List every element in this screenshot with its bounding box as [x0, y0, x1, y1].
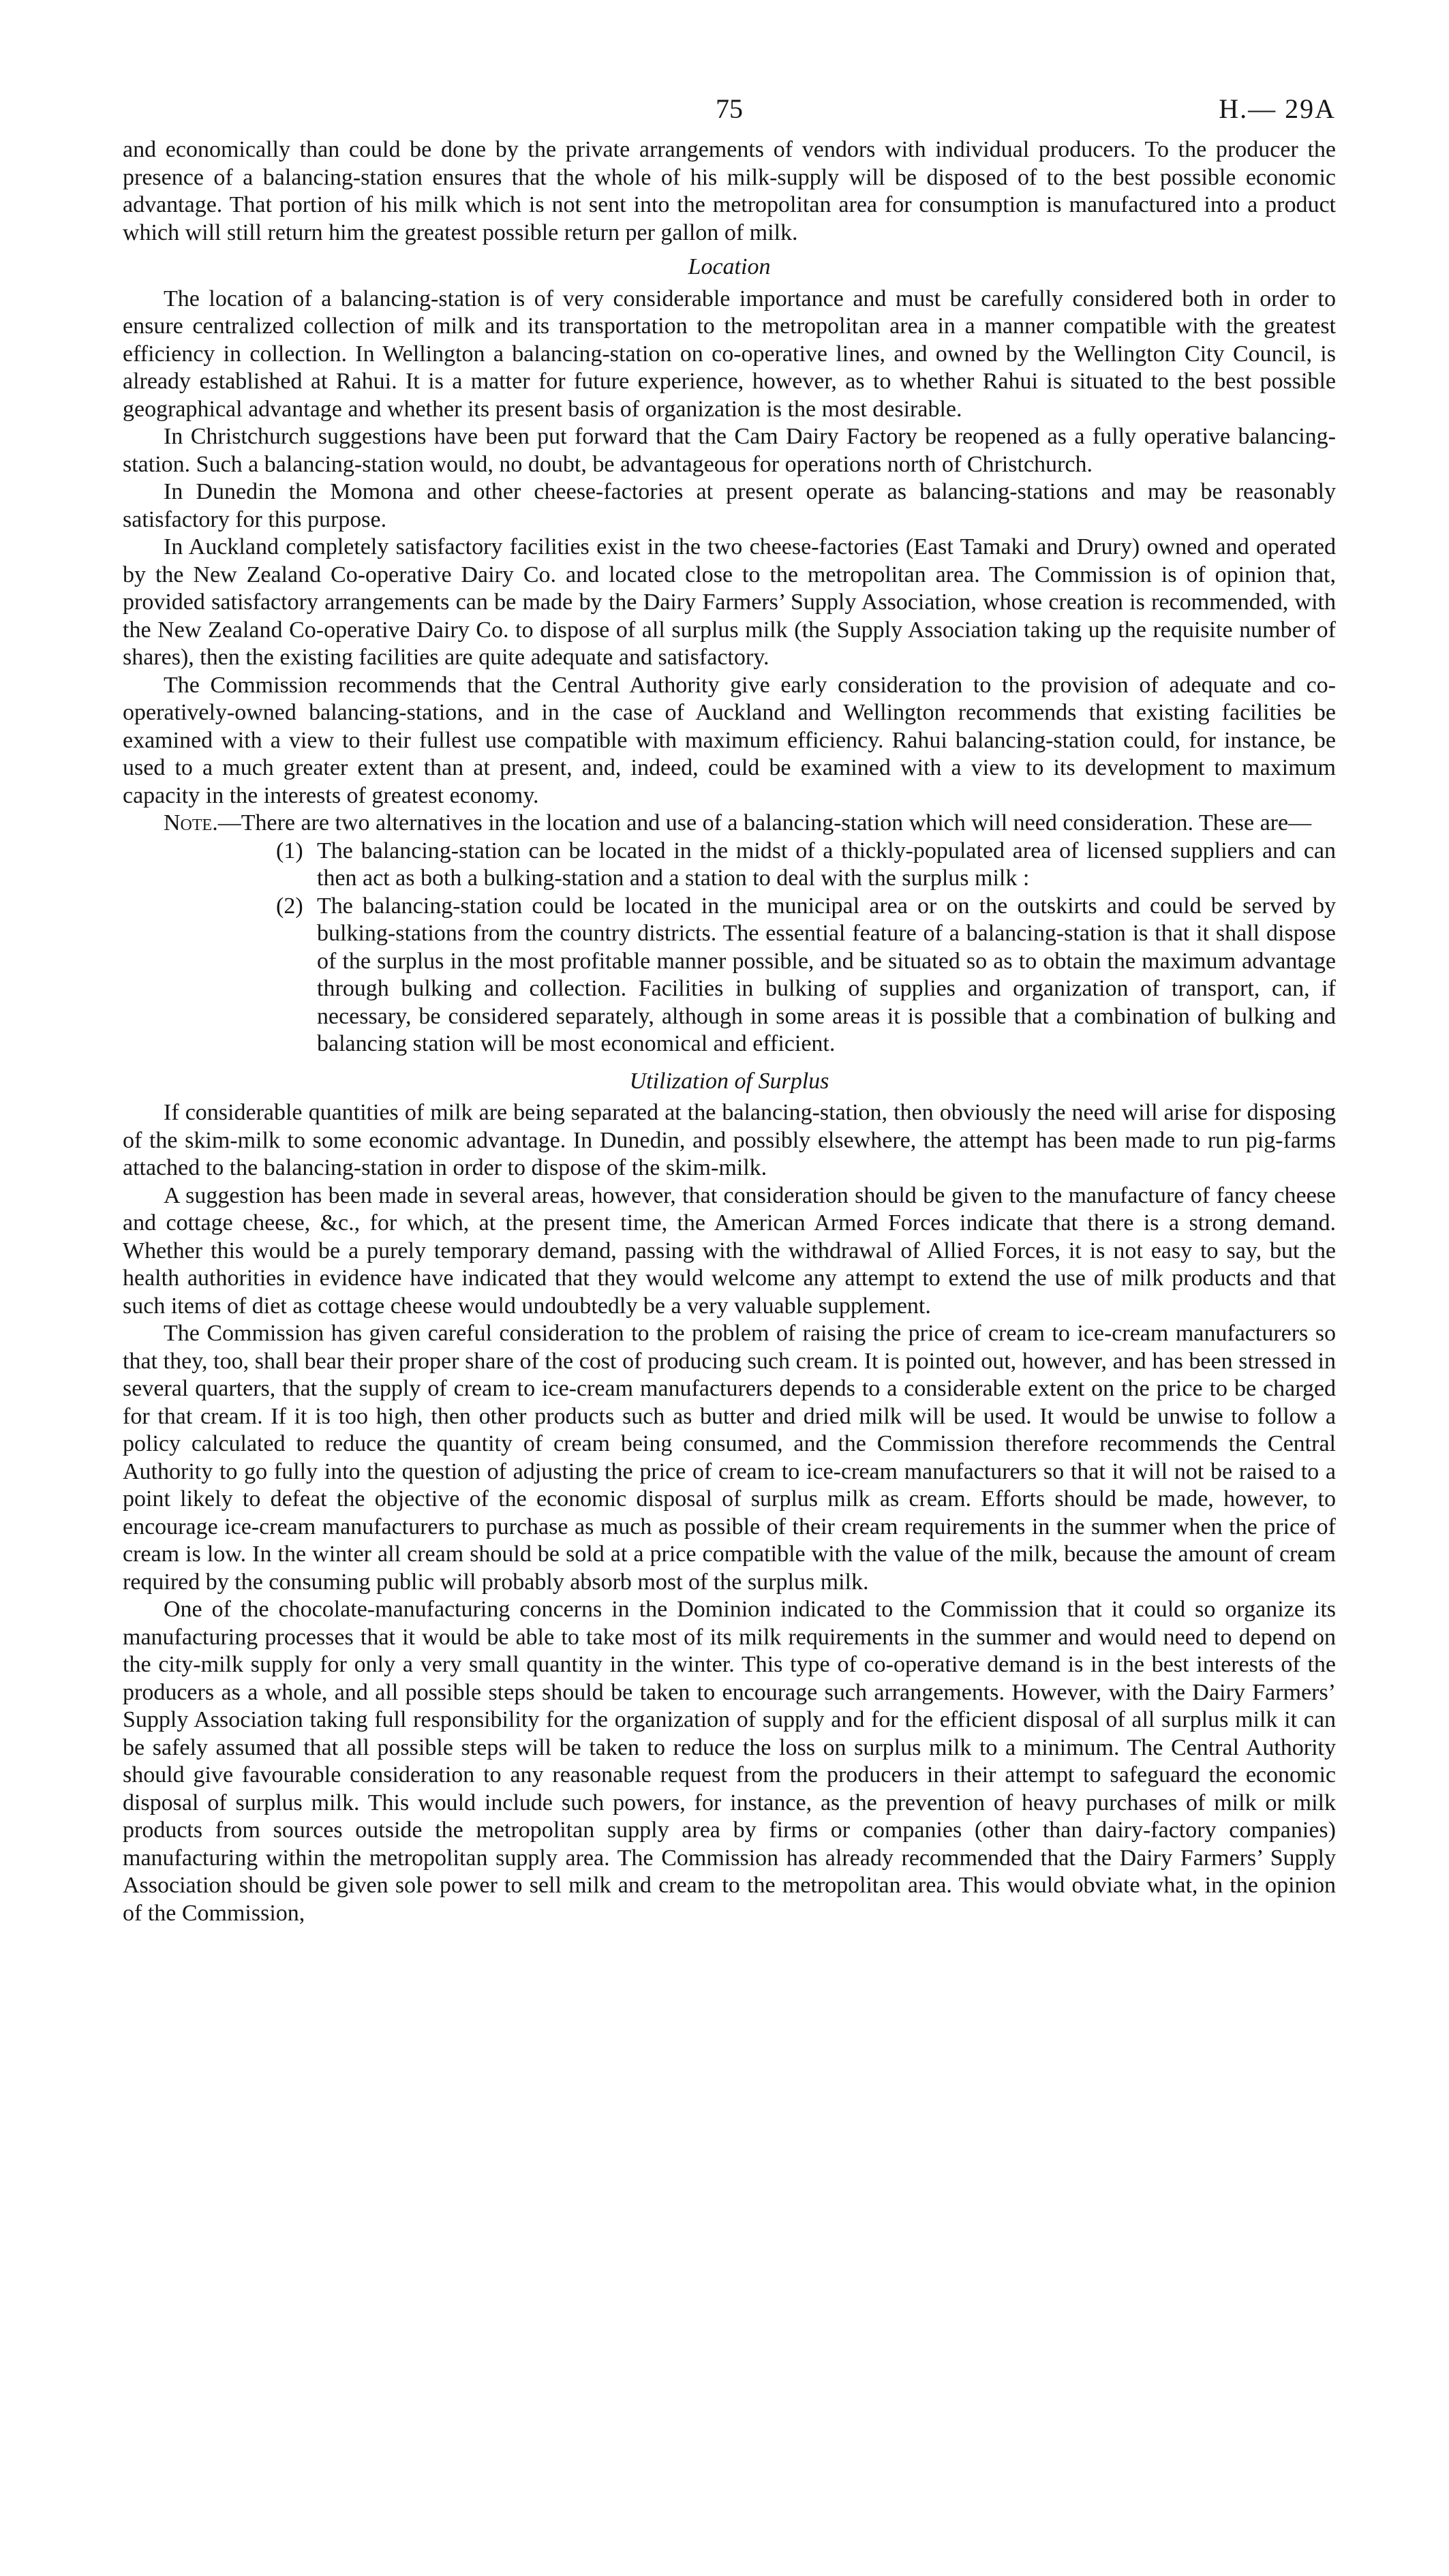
- alternative-marker: (1): [276, 838, 303, 863]
- location-paragraph-5: The Commission recommends that the Central Authority give early consideration to the provision of adequate and co-operatively-owned balancing-stations, and in the case of Auckland and Wellington recommends that existing facilities be examined with a view to their fullest use compatible with maximum efficiency. Rahui balancing-station could, for instance, be used to a much greater extent than at present, and, indeed, could be examined with a view to its development to maximum capacity in the interests of greatest economy.: [123, 672, 1336, 808]
- note-text: —There are two alternatives in the location and use of a balancing-station which will need consideration. These are—: [217, 810, 1312, 835]
- location-paragraph-2: In Christchurch suggestions have been put forward that the Cam Dairy Factory be reopened as a fully operative balancing-station. Such a balancing-station would, no doubt, be advantageous for operations north of Christchurch.: [123, 424, 1336, 477]
- utilization-paragraph-1: If considerable quantities of milk are being separated at the balancing-station, then obviously the need will arise for disposing of the skim-milk to some economic advantage. In Dunedin, and possibly elsewhere, the attempt has been made to run pig-farms attached to the balancing-station in order to dispose of the skim-milk.: [123, 1100, 1336, 1180]
- document-page: [123, 82, 1336, 2549]
- note-label: Note.: [164, 810, 218, 835]
- intro-paragraph: and economically than could be done by the private arrangements of vendors with individual producers. To the producer the presence of a balancing-station ensures that the whole of his milk-supply will be disposed of to the best possible economic advantage. That portion of his milk which is not sent into the metropolitan area for consumption is manufactured into a product which will still return him the greatest possible return per gallon of milk.: [123, 137, 1336, 245]
- page-header: [123, 82, 1336, 136]
- location-paragraph-4: In Auckland completely satisfactory facilities exist in the two cheese-factories (East Tamaki and Drury) owned and operated by the New Zealand Co-operative Dairy Co. and located close to the metropolitan area. The Commission is of opinion that, provided satisfactory arrangements can be made by the Dairy Farmers’ Supply Association, whose creation is recommended, with the New Zealand Co-operative Dairy Co. to dispose of all surplus milk (the Supply Association taking up the requisite number of shares), then the existing facilities are quite adequate and satisfactory.: [123, 534, 1336, 670]
- utilization-paragraph-4: One of the chocolate-manufacturing concerns in the Dominion indicated to the Commission that it could so organize its manufacturing processes that it would be able to take most of its milk requirements in the summer and would need to depend on the city-milk supply for only a very small quantity in the winter. This type of co-operative demand is in the best interests of the producers as a whole, and all possible steps should be taken to encourage such arrangements. However, with the Dairy Farmers’ Supply Association taking full responsibility for the organization of supply and for the efficient disposal of all surplus milk it can be safely assumed that all possible steps will be taken to reduce the loss on surplus milk to a minimum. The Central Authority should give favourable consideration to any reasonable request from the producers in their attempt to safeguard the economic disposal of surplus milk. This would include such powers, for instance, as the prevention of heavy purchases of milk or milk products from sources outside the metropolitan supply area by firms or companies (other than dairy-factory companies) manufacturing within the metropolitan supply area. The Commission has already recommended that the Dairy Farmers’ Supply Association should be given sole power to sell milk and cream to the metropolitan area. This would obviate what, in the opinion of the Commission,: [123, 1597, 1336, 1926]
- section-heading-utilization: Utilization of Surplus: [629, 1068, 829, 1094]
- page-number: 75: [716, 93, 743, 124]
- body-text: [123, 136, 1336, 1927]
- alternative-item: [276, 838, 1336, 893]
- alternative-item: [276, 893, 1336, 1058]
- section-heading-location: Location: [688, 254, 771, 279]
- utilization-paragraph-2: A suggestion has been made in several areas, however, that consideration should be given to the manufacture of fancy cheese and cottage cheese, &c., for which, at the present time, the American Armed Forces indicate that there is a strong demand. Whether this would be a purely temporary demand, passing with the withdrawal of Allied Forces, it is not easy to say, but the health authorities in evidence have indicated that they would welcome any attempt to extend the use of milk products and that such items of diet as cottage cheese would undoubtedly be a very valuable supplement.: [123, 1182, 1336, 1319]
- location-paragraph-3: In Dunedin the Momona and other cheese-factories at present operate as balancing-stations and may be reasonably satisfactory for this purpose.: [123, 479, 1336, 532]
- note-paragraph: [123, 810, 1336, 838]
- location-paragraph-1: The location of a balancing-station is of very considerable importance and must be carefully considered both in order to ensure centralized collection of milk and its transportation to the metropolitan area in a manner compatible with the greatest efficiency in collection. In Wellington a balancing-station on co-operative lines, and owned by the Wellington City Council, is already established at Rahui. It is a matter for future experience, however, as to whether Rahui is situated to the best possible geographical advantage and whether its present basis of organization is the most desirable.: [123, 286, 1336, 422]
- alternative-text: The balancing-station could be located in the municipal area or on the outskirts and could be served by bulking-stations from the country districts. The essential feature of a balancing-station is that it shall dispose of the surplus in the most profitable manner possible, and be situated so as to obtain the maximum advantage through bulking and collection. Facilities in bulking of supplies and organization of transport, can, if necessary, be considered separately, although in some areas it is possible that a combination of bulking and balancing station will be most economical and efficient.: [317, 893, 1336, 1056]
- utilization-paragraph-3: The Commission has given careful consideration to the problem of raising the price of cream to ice-cream manufacturers so that they, too, shall bear their proper share of the cost of producing such cream. It is pointed out, however, and has been stressed in several quarters, that the supply of cream to ice-cream manufacturers depends to a considerable extent on the price to be charged for that cream. If it is too high, then other products such as butter and dried milk will be used. It would be unwise to follow a policy calculated to reduce the quantity of cream being consumed, and the Commission therefore recommends the Central Authority to go fully into the question of adjusting the price of cream to ice-cream manufacturers so that it will not be raised to a point likely to defeat the objective of the economic disposal of surplus milk as cream. Efforts should be made, however, to encourage ice-cream manufacturers to purchase as much as possible of their cream requirements in the summer when the price of cream is low. In the winter all cream should be sold at a price compatible with the value of the milk, because the amount of cream required by the consuming public will probably absorb most of the surplus milk.: [123, 1321, 1336, 1595]
- document-reference: H.— 29A: [1219, 93, 1336, 124]
- alternative-text: The balancing-station can be located in the midst of a thickly-populated area of licensed suppliers and can then act as both a bulking-station and a station to deal with the surplus milk :: [317, 838, 1336, 891]
- alternative-marker: (2): [276, 893, 303, 919]
